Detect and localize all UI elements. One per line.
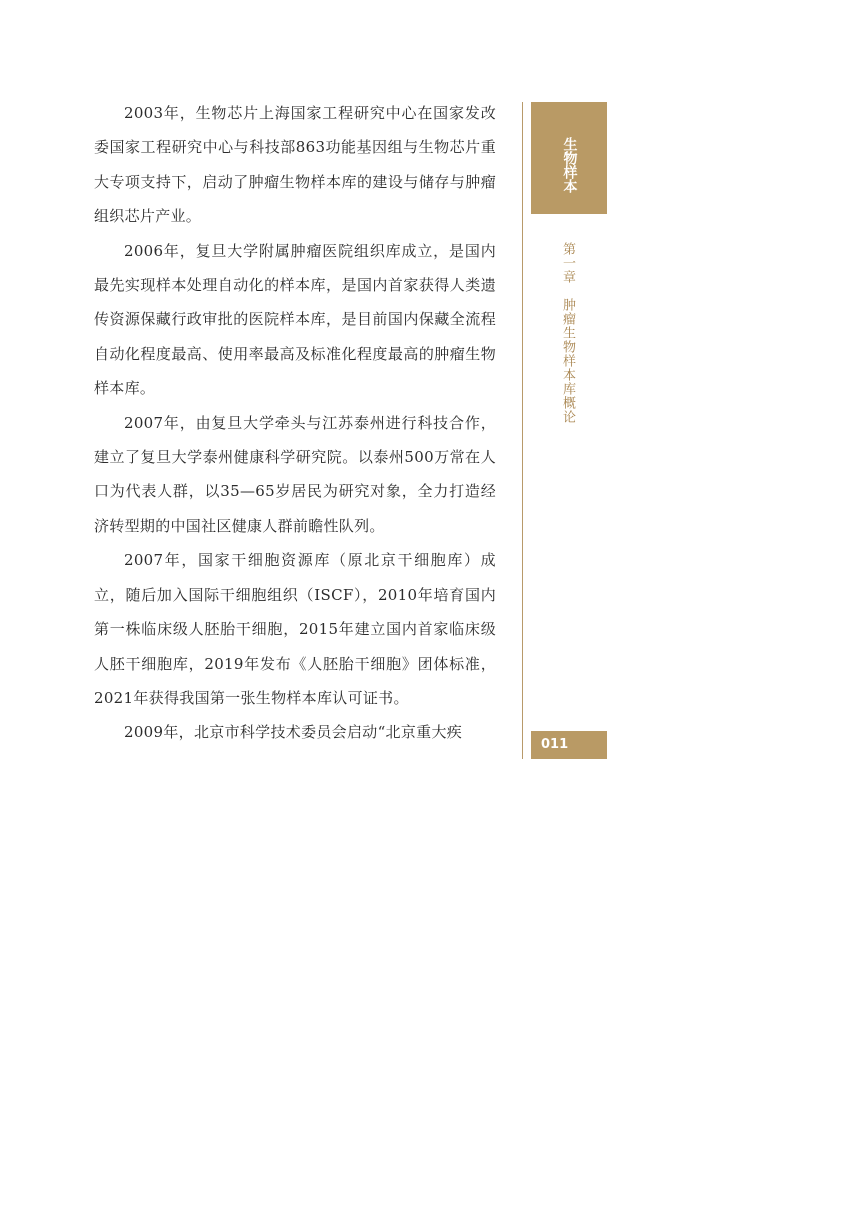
paragraph-2009: 2009年，北京市科学技术委员会启动“北京重大疾 (124, 723, 463, 742)
margin-divider (522, 102, 523, 759)
page-number-tab (531, 731, 607, 759)
body-text (94, 96, 496, 750)
section-tab-label: 生物样本 (561, 137, 578, 193)
paragraph-2006: 2006年，复旦大学附属肿瘤医院组织库成立，是国内最先实现样本处理自动化的样本库，是国内首家获得人类遗传资源保藏行政审批的医院样本库，是目前国内保藏全流程自动化程度最高、使用率最高及标准化程度最高的肿瘤生物样本库。 (94, 241, 496, 398)
chapter-title: 第一章 肿瘤生物样本库概论 (560, 242, 575, 424)
page-number: 011 (541, 737, 569, 752)
paragraph-2007-taizhou: 2007年，由复旦大学牵头与江苏泰州进行科技合作，建立了复旦大学泰州健康科学研究院。以泰州500万常在人口为代表人群，以35—65岁居民为研究对象，全力打造经济转型期的中国社区健康人群前瞻性队列。 (94, 413, 496, 535)
paragraph-2007-stem-cell: 2007年，国家干细胞资源库（原北京干细胞库）成立，随后加入国际干细胞组织（ISCF），2010年培育国内第一株临床级人胚胎干细胞，2015年建立国内首家临床级人胚干细胞库，2019年发布《人胚胎干细胞》团体标准，2021年获得我国第一张生物样本库认可证书。 (94, 551, 496, 707)
section-tab (531, 102, 607, 214)
paragraph-2003: 2003年，生物芯片上海国家工程研究中心在国家发改委国家工程研究中心与科技部863功能基因组与生物芯片重大专项支持下，启动了肿瘤生物样本库的建设与储存与肿瘤组织芯片产业。 (94, 104, 496, 226)
